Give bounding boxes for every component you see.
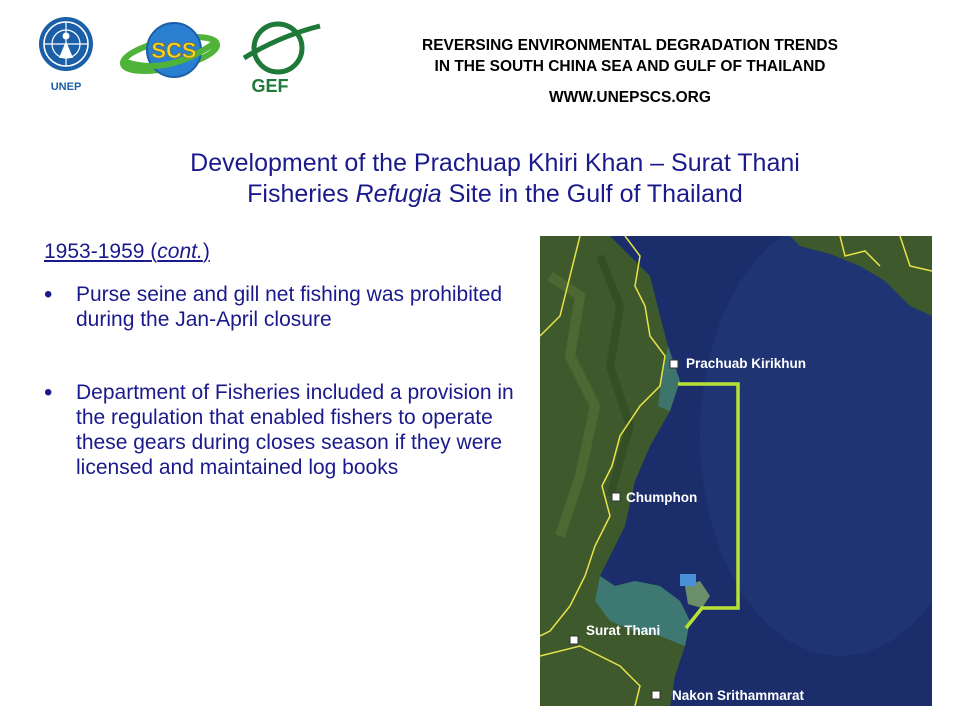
section-cont-close: ) xyxy=(202,240,210,263)
header-title-line-2: IN THE SOUTH CHINA SEA AND GULF OF THAILAND xyxy=(434,58,826,75)
title-pre: Fisheries xyxy=(247,180,356,208)
section-years: 1953-1959 xyxy=(44,240,145,263)
gef-logo xyxy=(240,18,324,96)
bullet-text: Department of Fisheries included a provision in the regulation that enabled fishers to operate these gears during closes season if they were licensed and maintained log books xyxy=(76,381,514,479)
map-label-surat-thani: Surat Thani xyxy=(586,623,661,638)
scs-caption: SCS xyxy=(151,38,197,63)
map-label-chumphon: Chumphon xyxy=(626,490,698,505)
city-marker xyxy=(652,691,660,699)
bullet-item xyxy=(44,380,514,480)
map-label-prachuab: Prachuab Kirikhun xyxy=(686,356,807,371)
city-marker xyxy=(670,360,678,368)
bullet-text: Purse seine and gill net fishing was prohibited during the Jan-April closure xyxy=(76,283,503,331)
slide-title xyxy=(80,148,910,210)
header-url-link[interactable]: WWW.UNEPSCS.ORG xyxy=(549,89,711,106)
satellite-map xyxy=(540,236,932,706)
bullet-item xyxy=(44,282,514,332)
bullet-dot: • xyxy=(44,281,53,308)
map-label-nakon: Nakon Srithammarat xyxy=(672,688,805,703)
slide-title-line-2 xyxy=(80,179,910,210)
section-heading xyxy=(44,240,210,264)
section-cont-word: cont. xyxy=(157,240,203,263)
slide-title-line-1: Development of the Prachuap Khiri Khan – Surat Thani xyxy=(190,149,800,177)
unep-caption: UNEP xyxy=(50,81,82,93)
gef-caption: GEF xyxy=(251,76,289,96)
title-post: Site in the Gulf of Thailand xyxy=(441,180,743,208)
title-italic: Refugia xyxy=(355,180,442,208)
city-marker xyxy=(612,493,620,501)
unep-logo xyxy=(32,14,100,96)
header-title-line-1: REVERSING ENVIRONMENTAL DEGRADATION TRENDS xyxy=(422,37,838,54)
scs-logo xyxy=(118,18,222,86)
bullet-dot: • xyxy=(44,379,53,406)
city-marker xyxy=(570,636,578,644)
section-cont-open: ( xyxy=(150,240,158,263)
